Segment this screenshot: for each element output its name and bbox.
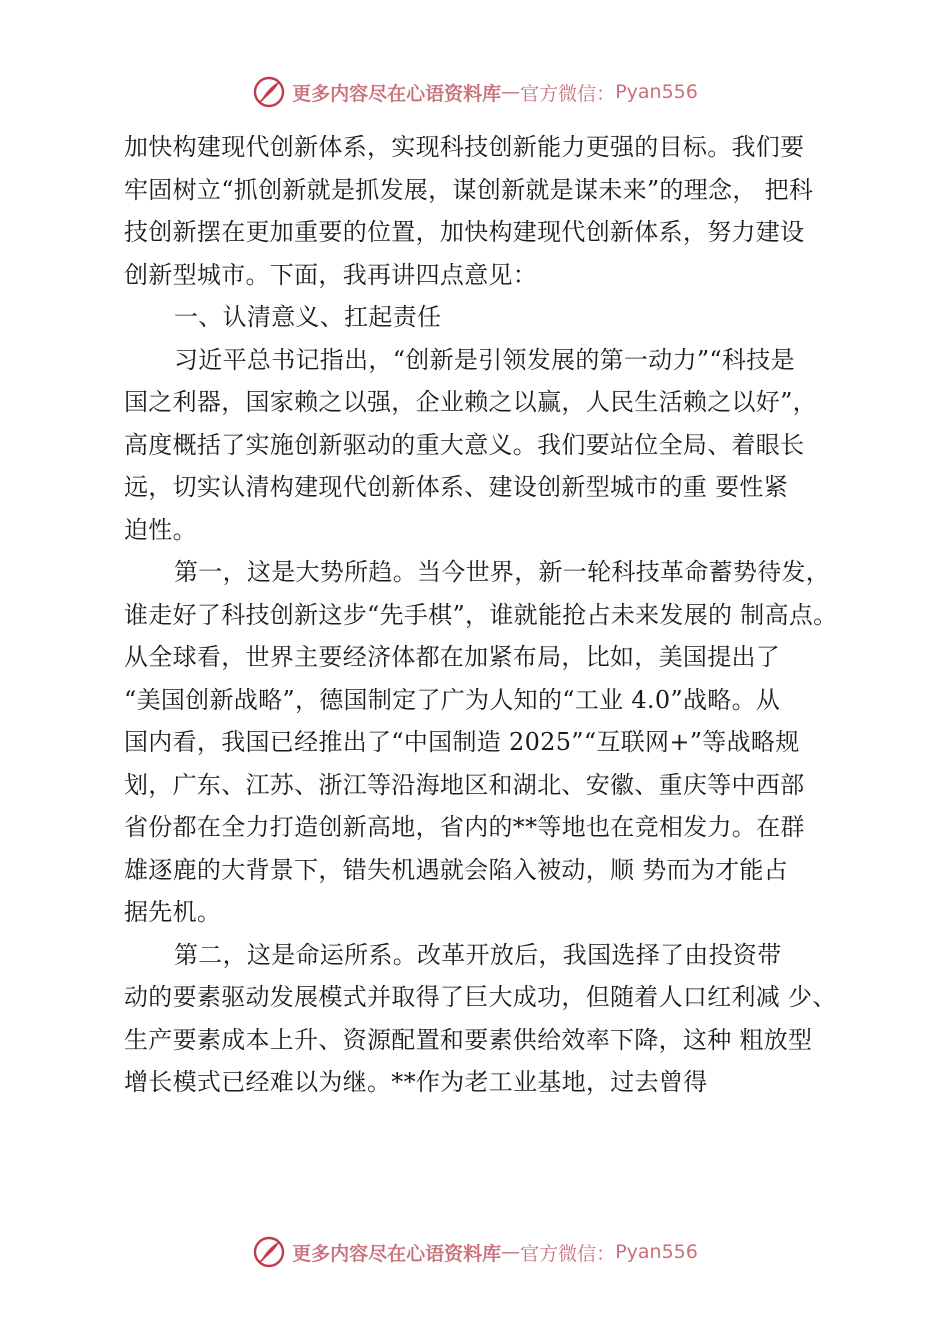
body-line: 习近平总书记指出，“创新是引领发展的第一动力”“科技是 — [174, 345, 795, 374]
body-line: 高度概括了实施创新驱动的重大意义。我们要站位全局、着眼长 — [124, 430, 805, 459]
body-line: 谁走好了科技创新这步“先手棋”，谁就能抢占未来发展的 制高点。 — [124, 600, 838, 629]
header-watermark-banner — [0, 72, 950, 112]
body-line: 生产要素成本上升、资源配置和要素供给效率下降，这种 粗放型 — [124, 1025, 813, 1054]
body-line: 牢固树立“抓创新就是抓发展，谋创新就是谋未来”的理念， 把科 — [124, 175, 814, 204]
banner-wechat-id: Pyan556 — [615, 1241, 698, 1263]
body-line: 雄逐鹿的大背景下，错失机遇就会陷入被动，顺 势而为才能占 — [124, 855, 789, 884]
feather-pen-logo-icon — [252, 1235, 286, 1269]
footer-watermark-banner — [0, 1232, 950, 1272]
body-line: 增长模式已经难以为继。**作为老工业基地，过去曾得 — [124, 1068, 708, 1096]
body-line: 省份都在全力打造创新高地，省内的**等地也在竞相发力。在群 — [124, 813, 805, 841]
banner-wechat-id: Pyan556 — [615, 81, 698, 103]
body-line: 从全球看，世界主要经济体都在加紧布局，比如，美国提出了 — [124, 643, 781, 671]
banner-brand-text: 更多内容尽在心语资料库 — [292, 1242, 502, 1265]
banner-separator: — — [501, 81, 521, 103]
body-line: 迫性。 — [124, 515, 197, 544]
body-line: “美国创新战略”，德国制定了广为人知的“工业 4.0”战略。从 — [124, 685, 781, 714]
banner-brand-text: 更多内容尽在心语资料库 — [292, 82, 502, 105]
body-line: 国内看，我国已经推出了“中国制造 2025”“互联网+”等战略规 — [124, 728, 800, 756]
body-line: 第二，这是命运所系。改革开放后，我国选择了由投资带 — [174, 940, 782, 969]
body-line: 创新型城市。下面，我再讲四点意见： — [124, 260, 538, 289]
banner-wechat-label: 官方微信： — [520, 1242, 616, 1265]
banner-wechat-label: 官方微信： — [520, 82, 616, 105]
feather-pen-logo-icon — [252, 75, 286, 109]
document-body — [124, 126, 866, 1104]
body-line: 国之利器，国家赖之以强，企业赖之以赢，人民生活赖之以好”， — [124, 388, 817, 416]
body-line: 技创新摆在更加重要的位置，加快构建现代创新体系，努力建设 — [124, 218, 805, 246]
body-line: 加快构建现代创新体系，实现科技创新能力更强的目标。我们要 — [124, 133, 805, 161]
banner-separator: — — [501, 1241, 521, 1263]
body-line: 划，广东、江苏、浙江等沿海地区和湖北、安徽、重庆等中西部 — [124, 770, 805, 799]
body-line: 远，切实认清构建现代创新体系、建设创新型城市的重 要性紧 — [124, 473, 789, 501]
body-line: 第一，这是大势所趋。当今世界，新一轮科技革命蓄势待发， — [174, 558, 831, 586]
section-heading: 一、认清意义、扛起责任 — [174, 303, 442, 331]
body-line: 动的要素驱动发展模式并取得了巨大成功，但随着人口红利减 少、 — [124, 983, 837, 1011]
body-line: 据先机。 — [124, 898, 222, 926]
